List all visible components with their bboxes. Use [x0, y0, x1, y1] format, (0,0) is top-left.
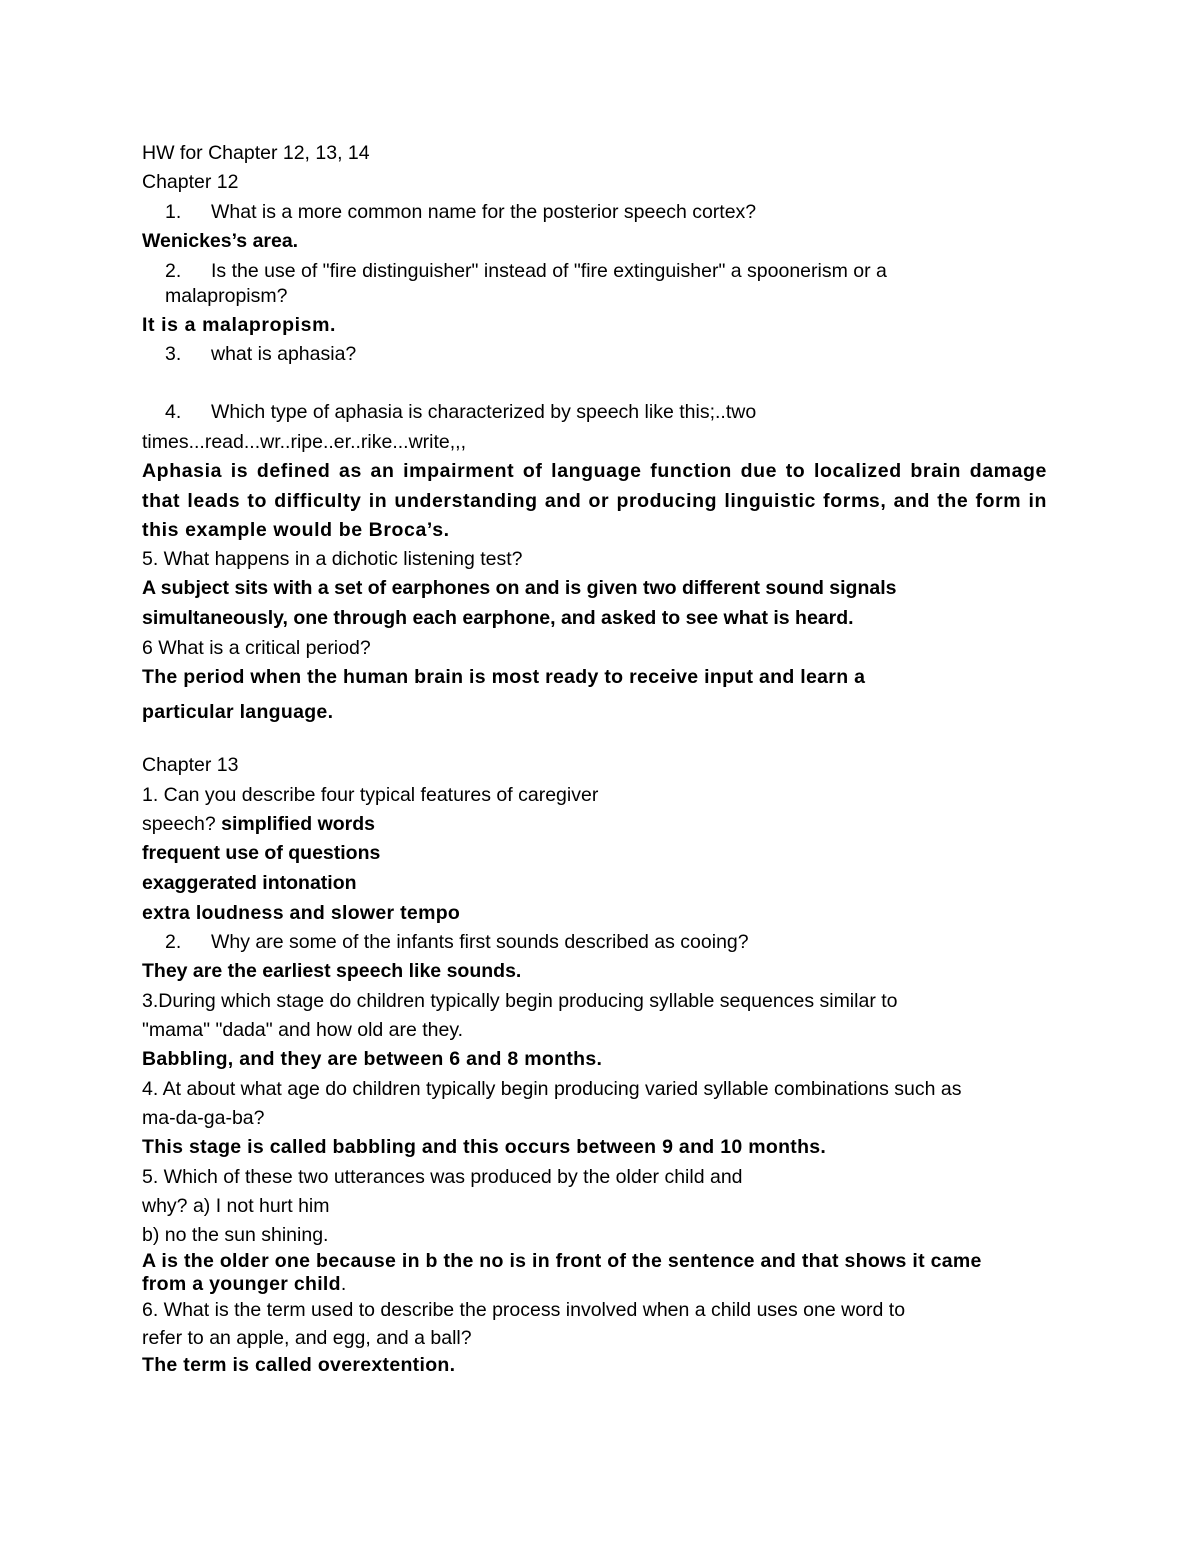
ch12-question-3 — [165, 342, 356, 366]
ch13-answer-1-line-1: simplified words — [221, 813, 376, 835]
ch13-question-4-line-1: 4. At about what age do children typically begin producing varied syllable combinations such as — [142, 1078, 962, 1100]
question-number: 2. — [165, 931, 182, 953]
ch12-question-4 — [165, 400, 756, 424]
ch12-answer-3-4: Aphasia is defined as an impairment of language function due to localized brain damage that leads to difficulty in understanding and or producing linguistic forms, and the form in this example would be Broca’s. — [142, 460, 1047, 541]
ch13-answer-1-line-4: extra loudness and slower tempo — [142, 902, 461, 924]
question-number: 3. — [165, 343, 182, 365]
ch13-answer-4: This stage is called babbling and this occurs between 9 and 10 months. — [142, 1136, 827, 1158]
question-number: 2. — [165, 260, 182, 282]
ch12-question-1 — [165, 200, 756, 224]
ch12-answer-5-line-2: simultaneously, one through each earphone, and asked to see what is heard. — [142, 607, 854, 629]
ch12-question-5: 5. What happens in a dichotic listening test? — [142, 548, 523, 570]
ch13-answer-5-line-1: A is the older one because in b the no is in front of the sentence and that shows it came — [142, 1250, 982, 1272]
ch13-question-4-line-2: ma-da-ga-ba? — [142, 1107, 265, 1129]
ch12-question-4-continued: times...read...wr..ripe..er..rike...write,,, — [142, 431, 467, 453]
answer-text: from a younger child — [142, 1273, 341, 1295]
ch13-question-2 — [165, 930, 749, 954]
ch13-answer-1-line-3: exaggerated intonation — [142, 872, 357, 894]
chapter-13-heading: Chapter 13 — [142, 754, 239, 776]
question-text: speech? — [142, 813, 216, 835]
ch13-answer-5-line-2 — [142, 1273, 346, 1295]
ch13-question-5-line-3: b) no the sun shining. — [142, 1224, 329, 1246]
ch13-question-3-line-2: "mama" "dada" and how old are they. — [142, 1019, 464, 1041]
question-text: Which type of aphasia is characterized by speech like this;..two — [211, 401, 757, 423]
ch13-question-5-line-1: 5. Which of these two utterances was produced by the older child and — [142, 1166, 743, 1188]
question-text: what is aphasia? — [211, 343, 357, 365]
ch12-question-2 — [165, 259, 887, 283]
ch12-answer-2: It is a malapropism. — [142, 314, 337, 336]
ch12-question-2-continued: malapropism? — [165, 285, 288, 307]
ch12-question-6: 6 What is a critical period? — [142, 637, 371, 659]
ch13-answer-2: They are the earliest speech like sounds. — [142, 960, 522, 982]
ch12-answer-5-line-1: A subject sits with a set of earphones on and is given two different sound signals — [142, 577, 897, 599]
ch12-answer-6-line-2: particular language. — [142, 701, 334, 723]
chapter-12-heading: Chapter 12 — [142, 171, 239, 193]
ch13-question-6-line-2: refer to an apple, and egg, and a ball? — [142, 1327, 472, 1349]
answer-period: . — [340, 1273, 347, 1295]
question-text: What is a more common name for the posterior speech cortex? — [211, 201, 757, 223]
question-number: 4. — [165, 401, 182, 423]
document-title: HW for Chapter 12, 13, 14 — [142, 142, 370, 164]
ch12-answer-1: Wenickes’s area. — [142, 230, 299, 252]
ch13-answer-3: Babbling, and they are between 6 and 8 months. — [142, 1048, 603, 1070]
ch13-question-1-line-2 — [142, 812, 375, 836]
ch13-answer-1-line-2: frequent use of questions — [142, 842, 381, 864]
ch13-question-6-line-1: 6. What is the term used to describe the process involved when a child uses one word to — [142, 1299, 906, 1321]
ch13-question-5-line-2: why? a) I not hurt him — [142, 1195, 330, 1217]
ch12-answer-6-line-1: The period when the human brain is most ready to receive input and learn a — [142, 666, 866, 688]
question-text: Is the use of "fire distinguisher" instead of "fire extinguisher" a spoonerism or a — [211, 260, 887, 282]
ch13-question-1-line-1: 1. Can you describe four typical features of caregiver — [142, 784, 599, 806]
question-number: 1. — [165, 201, 182, 223]
ch13-question-3-line-1: 3.During which stage do children typically begin producing syllable sequences similar to — [142, 990, 898, 1012]
ch13-answer-6: The term is called overextention. — [142, 1354, 456, 1376]
question-text: Why are some of the infants first sounds described as cooing? — [211, 931, 749, 953]
